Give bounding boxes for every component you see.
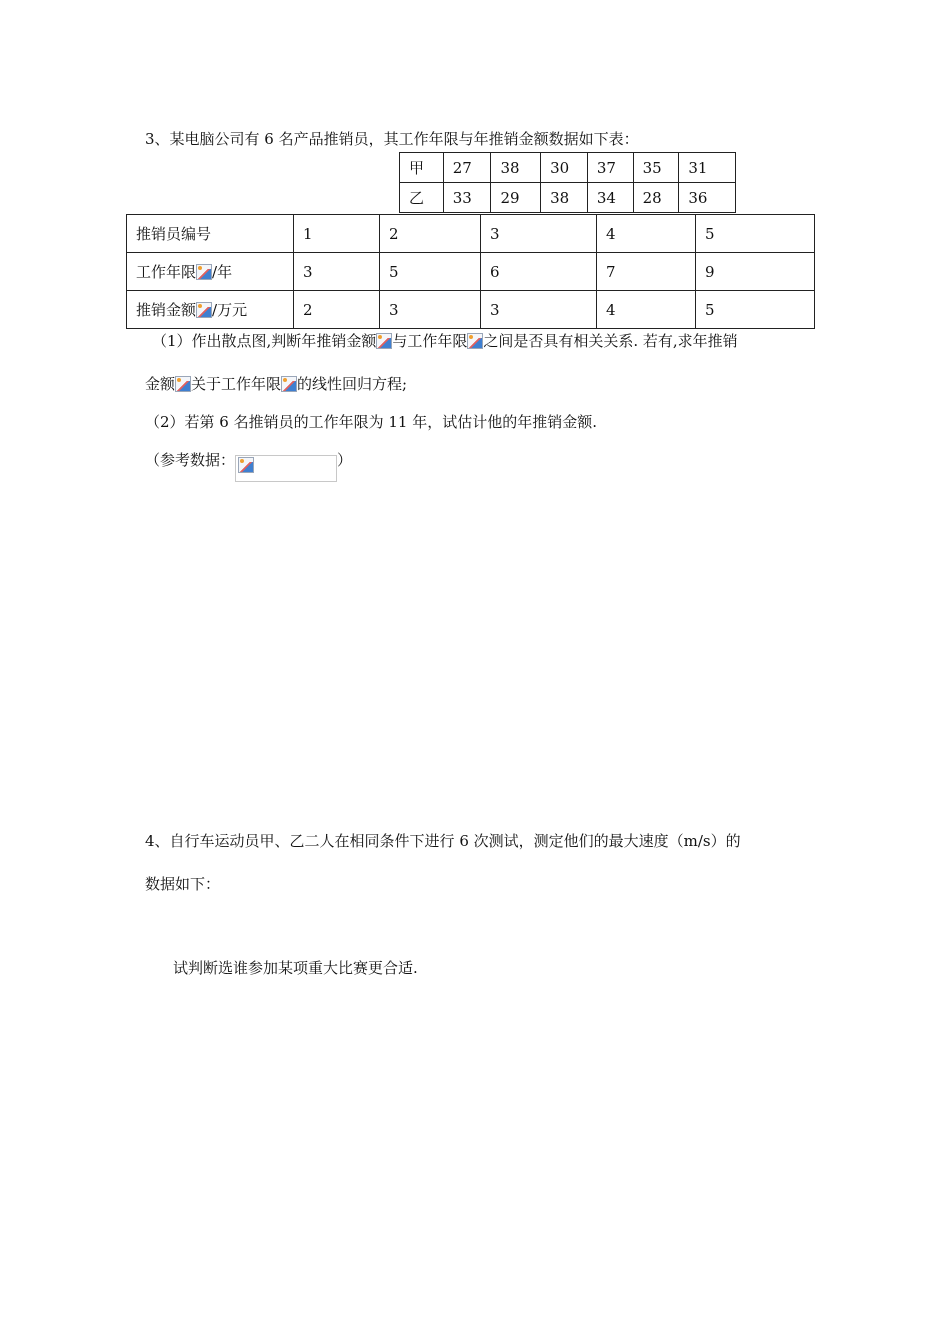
sales-table (126, 214, 815, 329)
table-cell: 30 (541, 153, 588, 183)
table-cell: 5 (696, 215, 815, 253)
image-placeholder-icon (196, 264, 212, 280)
q4-question: 试判断选谁参加某项重大比赛更合适. (173, 959, 418, 977)
table-cell: 31 (679, 153, 736, 183)
q3-reference (145, 449, 352, 482)
image-placeholder-icon (238, 457, 254, 473)
row-label (127, 291, 294, 329)
q3-part1-line1 (152, 330, 738, 351)
table-cell: 7 (597, 253, 696, 291)
label-text: 工作年限 (136, 263, 197, 281)
text-segment: 与工作年限 (392, 332, 468, 350)
q3-intro: 3、某电脑公司有 6 名产品推销员，其工作年限与年推销金额数据如下表： (145, 130, 639, 148)
row-label (127, 253, 294, 291)
table-cell: 6 (481, 253, 597, 291)
text-segment: （参考数据： (145, 451, 236, 469)
table-cell: 3 (294, 253, 380, 291)
unit-text: /年 (212, 263, 233, 281)
table-cell: 5 (380, 253, 481, 291)
text-segment: ） (337, 451, 353, 469)
image-placeholder-icon (175, 376, 191, 392)
table-cell: 3 (481, 215, 597, 253)
table-cell: 27 (443, 153, 491, 183)
q3-part2: （2）若第 6 名推销员的工作年限为 11 年，试估计他的年推销金额. (145, 413, 598, 431)
text-segment: 之间是否具有相关关系. 若有,求年推销 (483, 332, 738, 350)
image-placeholder-icon (376, 333, 392, 349)
table-cell: 3 (380, 291, 481, 329)
table-cell: 1 (294, 215, 380, 253)
image-placeholder-icon (467, 333, 483, 349)
table-cell: 4 (597, 215, 696, 253)
text-segment: （1）作出散点图,判断年推销金额 (152, 332, 377, 350)
table-row (127, 215, 815, 253)
table-cell: 3 (481, 291, 597, 329)
table-cell: 29 (491, 183, 541, 213)
text-segment: 关于工作年限 (191, 375, 282, 393)
table-cell: 37 (587, 153, 633, 183)
unit-text: /万元 (212, 301, 248, 319)
table-row (127, 253, 815, 291)
label-text: 推销金额 (136, 301, 197, 319)
table-cell: 28 (633, 183, 679, 213)
table-cell: 38 (491, 153, 541, 183)
table-row (400, 183, 736, 213)
table-row (400, 153, 736, 183)
q3-part1-line2 (145, 373, 407, 394)
table-cell: 2 (380, 215, 481, 253)
table-cell: 33 (443, 183, 491, 213)
reference-formula-box (235, 455, 337, 482)
text-segment: 金额 (145, 375, 176, 393)
table-cell: 36 (679, 183, 736, 213)
q4-line1: 4、自行车运动员甲、乙二人在相同条件下进行 6 次测试，测定他们的最大速度（m/s）的 (145, 832, 741, 850)
row-label-yi: 乙 (400, 183, 444, 213)
text-segment: 的线性回归方程; (297, 375, 408, 393)
table-cell: 35 (633, 153, 679, 183)
table-row (127, 291, 815, 329)
q4-line2: 数据如下： (145, 875, 221, 893)
table-cell: 34 (587, 183, 633, 213)
table-cell: 2 (294, 291, 380, 329)
table-cell: 4 (597, 291, 696, 329)
table-cell: 9 (696, 253, 815, 291)
row-label: 推销员编号 (127, 215, 294, 253)
row-label-jia: 甲 (400, 153, 444, 183)
image-placeholder-icon (196, 302, 212, 318)
table-cell: 5 (696, 291, 815, 329)
jia-yi-table (399, 152, 736, 213)
table-cell: 38 (541, 183, 588, 213)
image-placeholder-icon (281, 376, 297, 392)
